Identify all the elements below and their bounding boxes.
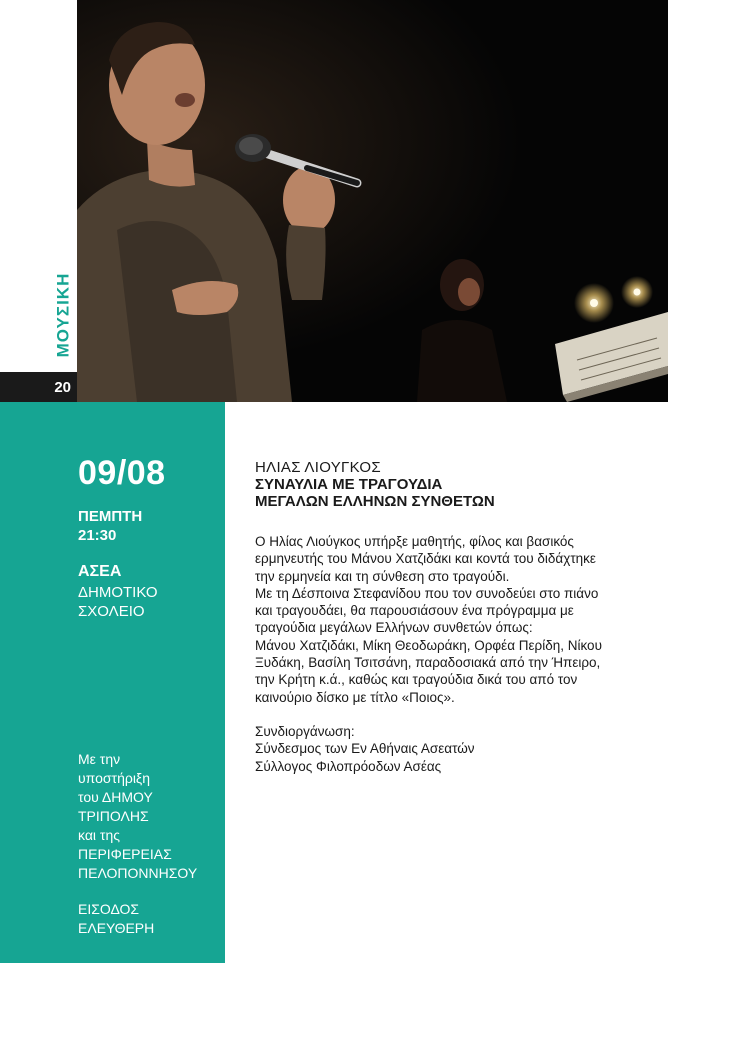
organizers-line: Σύνδεσμος των Εν Αθήναις Ασεατών: [255, 741, 475, 757]
entrance-note: [78, 900, 154, 938]
support-line: και της: [78, 827, 120, 843]
support-line: του ΔΗΜΟΥ: [78, 789, 153, 805]
venue-line: ΣΧΟΛΕΙΟ: [78, 603, 145, 620]
organizers-line: Σύλλογος Φιλοπρόοδων Ασέας: [255, 758, 442, 774]
event-day: ΠΕΜΠΤΗ: [78, 508, 143, 525]
organizers-line: Συνδιοργάνωση:: [255, 723, 355, 739]
event-place: ΑΣΕΑ: [78, 563, 122, 580]
event-time: 21:30: [78, 527, 117, 544]
event-content: [255, 459, 675, 775]
description-line: την ερμηνεία και τη σύνθεση στο τραγούδι.: [255, 568, 510, 584]
event-venue: [78, 583, 158, 621]
section-label: [50, 262, 76, 368]
page-number: 20: [0, 372, 77, 402]
description-line: ερμηνευτής του Μάνου Χατζιδάκι και κοντά του διδάχτηκε: [255, 551, 596, 567]
title-line: ΜΕΓΑΛΩΝ ΕΛΛΗΝΩΝ ΣΥΝΘΕΤΩΝ: [255, 493, 495, 510]
support-note: [78, 750, 197, 883]
section-label-text: ΜΟΥΣΙΚΗ: [53, 272, 73, 358]
concert-photo: [77, 0, 668, 402]
description-line: Με τη Δέσποινα Στεφανίδου που τον συνοδεύει στο πιάνο: [255, 585, 599, 601]
event-description: [255, 533, 675, 706]
concert-photo-illustration: [77, 0, 668, 402]
entrance-line: ΕΛΕΥΘΕΡΗ: [78, 920, 155, 936]
description-line: την Κρήτη κ.ά., καθώς και τραγούδια δικά του από τον: [255, 672, 578, 688]
venue-line: ΔΗΜΟΤΙΚΟ: [78, 584, 158, 601]
description-line: Ξυδάκη, Βασίλη Τσιτσάνη, παραδοσιακά από την Ήπειρο,: [255, 655, 601, 671]
description-line: καινούριο δίσκο με τίτλο «Ποιος».: [255, 689, 455, 705]
support-line: ΠΕΛΟΠΟΝΝΗΣΟΥ: [78, 865, 198, 881]
title-line: ΣΥΝΑΥΛΙΑ ΜΕ ΤΡΑΓΟΥΔΙΑ: [255, 476, 443, 493]
event-date: 09/08: [78, 454, 166, 492]
entrance-line: ΕΙΣΟΔΟΣ: [78, 901, 140, 917]
description-line: και τραγουδάει, θα παρουσιάσουν ένα πρόγραμμα με: [255, 603, 574, 619]
artist-name: ΗΛΙΑΣ ΛΙΟΥΓΚΟΣ: [255, 459, 381, 476]
description-line: Μάνου Χατζιδάκι, Μίκη Θεοδωράκη, Ορφέα Περίδη, Νίκου: [255, 637, 602, 653]
support-line: υποστήριξη: [78, 770, 150, 786]
description-line: τραγούδια μεγάλων Ελλήνων συνθετών όπως:: [255, 620, 533, 636]
description-line: Ο Ηλίας Λιούγκος υπήρξε μαθητής, φίλος και βασικός: [255, 534, 574, 549]
support-line: ΠΕΡΙΦΕΡΕΙΑΣ: [78, 846, 172, 862]
support-line: Με την: [78, 751, 121, 767]
organizers: [255, 723, 675, 775]
event-info-panel: [0, 402, 225, 963]
event-title: [255, 476, 675, 510]
support-line: ΤΡΙΠΟΛΗΣ: [78, 808, 149, 824]
